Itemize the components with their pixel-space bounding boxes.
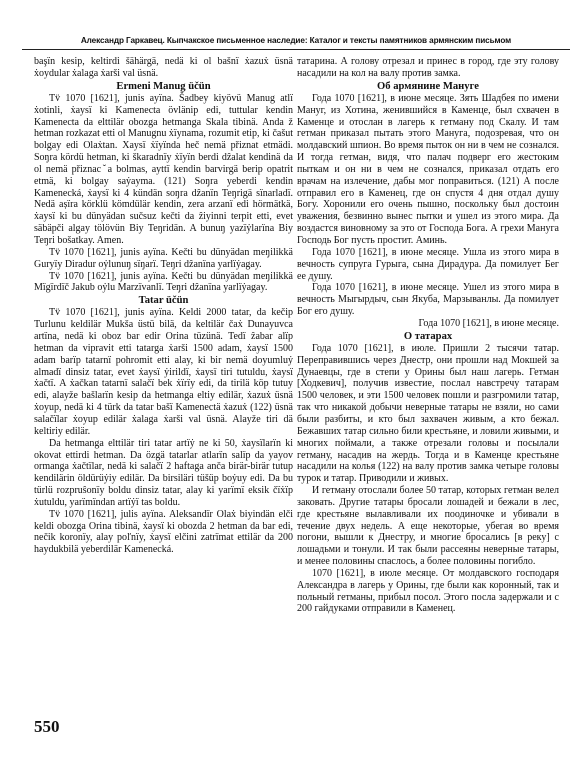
page-number: 550: [34, 717, 60, 736]
running-title: Александр Гаркавец. Кыпчакское письменное наследие: Каталог и тексты памятников армянским письмом: [80, 36, 512, 45]
left-paragraph-6: Tv̈ 1070 [1621], julis ayïna. Aleksandïr Olaẋ biyindän elči keldi obozga Orina tibinä, ẋaysï ki obozda 2 hetman da bar edi, nečik koronïy, alay poľnïy, ẋaysï elčini zatrïmat ettilär da 200 haydukbilä yeberdilär Kamenecká.: [34, 508, 293, 556]
right-year-line: Года 1070 [1621], в июне месяце.: [418, 317, 559, 329]
right-paragraph-5: И гетману отослали более 50 татар, которых гетман велел заковать. Другие татары бросали лошадей и бежали в лес, где крестьяне вылавливали их поодиночке и убивали в течение двух недель. А еще некоторые, убегая во время погони, вышли к Днестру, и многие бросались [в реку] с лошадьми и тонули. И так были рассеяны неверные татары, и менее половины спаслось, а более половины погибло.: [297, 485, 559, 568]
left-intro-paragraph: başïn kesip, keltirdi šähärgä, nedä ki ol bašnï ẋazuẋ üsnä ẋoydular ẋalaga ẋarši val üsnä.: [34, 56, 293, 79]
left-paragraph-5: Da hetmanga elttilär tiri tatar artïẏ ne ki 50, ẋaysïlarïn ki okovat ettirdi hetman. Da özgä tatarlar atlarïn salïp da yayov ormanga ẋačtïlar, nedä ki salačï 2 haftaga anča birär-birär tutup kendilärin öldürüẏiy edilär. Da birsiläri tüšüp boẏuy edi. Da bu türlü rozpruŝonïy boldu dinsiz tatar, alay ki yarïmï eksik čïẋïp ẋutuldu, yarïmïndan artïẏï tas boldu.: [34, 437, 293, 508]
left-paragraph-3: Tv̈ 1070 [1621], junis ayïna. Kečti bu dünyädan meŋilikkä Mïgïrdïč Jakub oẏlu Marzïvanlï. Teŋri dẑanïna yarlïẏagay.: [34, 270, 293, 294]
left-paragraph-1: Tv̈ 1070 [1621], junis ayïna. Šadbey kiyövü Manug atlï ẋotinli, ẋaysï ki Kamenecta övlänip edi, tuttular kendin Kamenecta da elttilär obozga hetmanga Skala tibinä. Anda ž hetman rozkazat etti ol Manugnu ẋïynama, rozumit etip, ki čašut bolgay edi Olaẋtan. Xaysï ẋïyïnda heč nemä přiznat etmädi. Soŋra kördü hetman, ki škaradnïy ẋïyïn berdi dẑalat kendinä da ol nemä přiznacˇa bolmas, ayttï kendin barvirgä berip opatrit etmä, ki bolgay saẏayma. (121) Soŋra yeberdi kendin Kamenecká, ẋaysï ki 4 kündän soŋra dẑanïn Teŋrigä sïnarladï. Nedä așïra körklü kömdülär kendin, zera arzanï edi hörmätkä, ẋaysï ki bu dünyädan sučsuz kečti da ẑiyinni terpit etti, evet säbäpči algay tölövün Biy Teŋridän. A bunuŋ yazïẏlarïna Biy Teŋri bošatkay. Amen.: [34, 92, 293, 246]
right-paragraph-2: Года 1070 [1621], в июне месяце. Ушла из этого мира в вечность супруга Гурыга, сына Дирадура. Да помилует Бег ее душу.: [297, 246, 559, 282]
right-intro-paragraph: татарина. А голову отрезал и принес в город, где эту голову насадили на кол на валу против замка.: [297, 56, 559, 79]
left-column-kipchak: [34, 56, 293, 726]
right-paragraph-3: Года 1070 [1621], в июне месяце. Ушел из этого мира в вечность Мыгырдыч, сын Якуба, Марзыванлы. Да помилует Бог его душу.: [297, 282, 559, 318]
right-paragraph-6: 1070 [1621], в июле месяце. От молдавского господаря Александра в лагерь у Орины, где были как коронный, так и польный гетманы, прибыл посол. Этого посла задержали и с 200 гайдуками отправили в Каменец.: [297, 567, 559, 615]
right-paragraph-4: Года 1070 [1621], в июле. Пришли 2 тысячи татар. Переправившись через Днестр, они прошли над Мокшей за Дунаевцы, где в степи у Орины был наш лагерь. Гетман [Ходкевич], получив известие, послал навстречу татарам 1500 человек, и эти 1500 человек пошли и разгромили татар, так что никакой добычи неверные татары не взяли, но сами были разбиты, и кто был захвачен живым, а кто бежал. Бежавших татар сильно били крестьяне, и ловили живыми, и многих поймали, а также отрезали головы и посылали гетману, насадив на жердь. Тогда и в Каменце крестьяне насадили на колья (122) на валу против замка четыре головы турок и татар. Приводили и живых.: [297, 342, 559, 485]
heading-tatar: Tatar üčün: [138, 295, 189, 307]
right-column-russian: [297, 56, 559, 726]
heading-ermeni-manug: Ermeni Manug üčün: [116, 80, 211, 92]
right-paragraph-1: Года 1070 [1621], в июне месяце. Зять Шадбея по имени Мануг, из Хотина, женившийся в Каменце, был схвачен в Каменце и отослан в лагерь к гетману под Скалу. И там гетман приказал пытать этого Мануга, подозревая, что он молдавский шпион. Во время пыток он ни в чем не сознался. И тогда гетман, видя, что палач подверг его жестоким пыткам и он ни в чем не сознался, приказал отдать его врачам на излечение, дабы мог поправиться. (121) А после отправил его в Каменец, где он спустя 4 дня отдал душу Богу. Хоронили его очень пышно, поскольку был достоин уважения, безвинно вынес пытки и ушел из этого мира. Да воздастся виновному за это от Господа Бога. А грехи Мануга Господь Бог пусть простит. Аминь.: [297, 92, 559, 246]
left-paragraph-2: Tv̈ 1070 [1621], junis ayïna. Kečti bu dünyädan meŋilikkä Guryïy Diradur oẏlunuŋ sïŋarï. Teŋri dẑanïna yarlïẏagay.: [34, 246, 293, 270]
left-paragraph-4: Tv̈ 1070 [1621], junis ayïna. Keldi 2000 tatar, da kečip Turlunu keldilär Mukša üstü bilä, da keltilär čaẋ Dunayuvca artïna, nedä ki oboz bar edir Orina tüzünä. Tedï ẑabar alïp hetman da vipravit etti tatarga ẋarši 1500 adam, ẋaysï 1500 adam barïp tatarnï pohromit etti alay, ki bir nemä doyumluẏ almadï dinsiz tatar, evet ẋaysï ẏirildï, ẋaysï tiri tutuldu, ẋaysï ẋačtï. A ẋačkan tatarnï salačï bek ẋïrïy edi, da tirilä köp tutuy edi, alayže bašlarïn kesip da hetmanga eltiy edilär, ẋazuẋ üsnä ẋoyup, nedä ki 4 türk da tatar bašï Kamenectä ẋazuẋ (122) üsnä salačïlar ẋoyup edilär ẋalaga ẋarši val üsnä. Alayže tiri dä keltiriy edilär.: [34, 307, 293, 437]
heading-armenian-manug: Об армянине Мануге: [377, 80, 479, 92]
running-header: [22, 6, 570, 50]
heading-tatars: О татарах: [403, 330, 453, 342]
